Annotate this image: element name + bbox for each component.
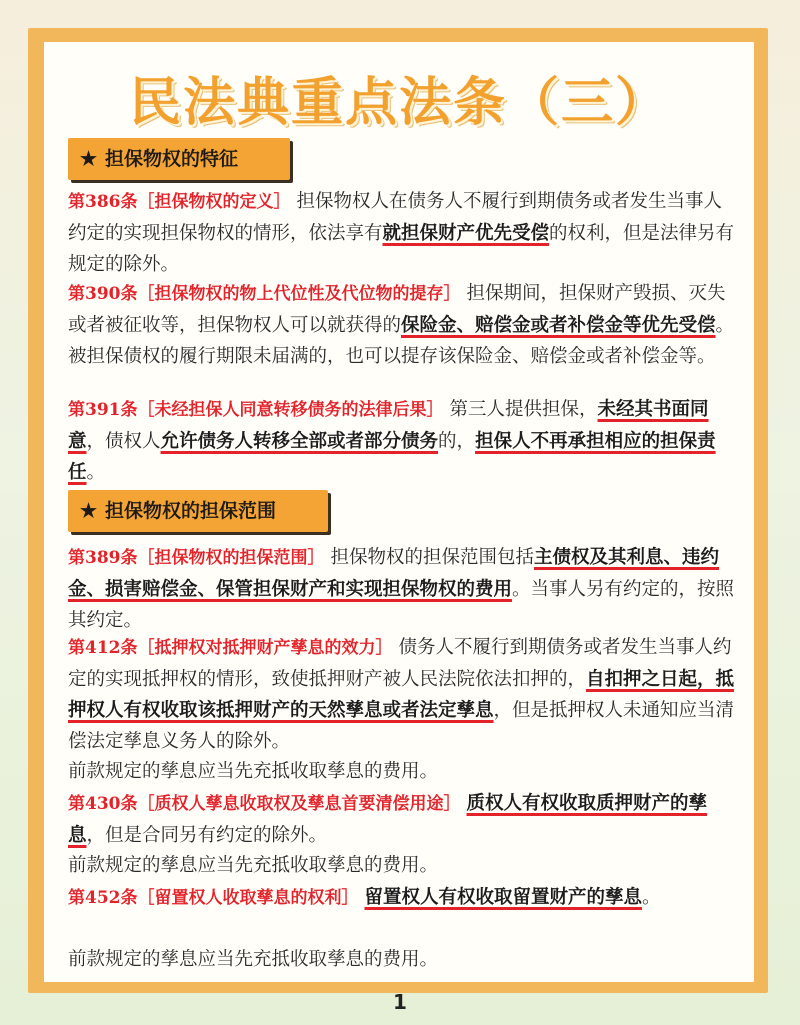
article-text: 担保物权的担保范围包括 xyxy=(330,547,535,568)
key-phrase: 担保人不再承担相应的担保责任 xyxy=(68,431,716,483)
article-text: 。被担保债权的履行期限未届满的，也可以提存该保险金、赔偿金或者补偿金等。 xyxy=(68,315,735,367)
page-title: 民法典重点法条（三） xyxy=(128,72,669,133)
article-text: ，但是抵押权人未通知应当清偿法定孳息义务人的除外。 xyxy=(68,700,735,752)
section-label: 担保物权的特征 xyxy=(105,148,239,170)
article-text: 。当事人另有约定的，按照其约定。 xyxy=(68,579,735,631)
article-430-para-2: 前款规定的孳息应当先充抵收取孳息的费用。 xyxy=(68,855,439,876)
content-card xyxy=(44,42,754,982)
article-412-para-2: 前款规定的孳息应当先充抵收取孳息的费用。 xyxy=(68,761,439,782)
article-heading: ［担保物权的担保范围］ xyxy=(137,548,325,568)
page-number: 1 xyxy=(393,990,407,1014)
key-phrase: 就担保财产优先受偿 xyxy=(382,223,550,244)
article-text: 的权利，但是法律另有规定的除外。 xyxy=(68,223,735,275)
article-heading: ［留置权人收取孳息的权利］ xyxy=(137,888,359,908)
article-391 xyxy=(68,394,740,488)
article-text: 担保物权人在债务人不履行到期债务或者发生当事人约定的实现担保物权的情形，依法享有 xyxy=(68,191,723,244)
key-phrase: 保险金、赔偿金或者补偿金等优先受偿 xyxy=(401,315,716,336)
article-452 xyxy=(68,882,740,914)
key-phrase: 主债权及其利息、违约金、损害赔偿金、保管担保财产和实现担保物权的费用 xyxy=(68,547,720,600)
article-412 xyxy=(68,632,740,757)
key-phrase: 留置权人有权收取留置财产的孳息 xyxy=(364,887,643,908)
article-text: 第三人提供担保， xyxy=(449,399,598,420)
article-heading: ［担保物权的物上代位性及代位物的提存］ xyxy=(137,284,461,304)
key-phrase: 自扣押之日起，抵押权人有权收取该抵押财产的天然孳息或者法定孳息 xyxy=(68,669,735,721)
article-text: 的， xyxy=(438,431,476,452)
article-number: 第452条 xyxy=(68,888,138,908)
article-text: 。 xyxy=(642,887,661,908)
key-phrase: 允许债务人转移全部或者部分债务 xyxy=(160,431,439,452)
article-heading: ［未经担保人同意转移债务的法律后果］ xyxy=(137,400,444,420)
article-text: ，债权人 xyxy=(86,431,161,452)
article-number: 第412条 xyxy=(68,638,138,658)
article-452-para-2: 前款规定的孳息应当先充抵收取孳息的费用。 xyxy=(68,949,439,970)
article-heading: ［质权人孳息收取权及孳息首要清偿用途］ xyxy=(137,794,461,814)
section-tag-scope xyxy=(68,490,328,532)
article-430 xyxy=(68,788,740,851)
star-icon: ★ xyxy=(80,148,98,170)
article-text: 。 xyxy=(86,462,106,483)
key-phrase: 质权人有权收取质押财产的孳息 xyxy=(68,793,708,846)
article-text: 债务人不履行到期债务或者发生当事人约定的实现抵押权的情形，致使抵押财产被人民法院依法扣押的， xyxy=(68,637,732,690)
article-number: 第389条 xyxy=(68,548,138,568)
article-heading: ［抵押权对抵押财产孳息的效力］ xyxy=(137,638,393,658)
article-heading: ［担保物权的定义］ xyxy=(137,192,291,212)
article-389 xyxy=(68,542,740,636)
key-phrase: 未经其书面同意 xyxy=(68,399,709,452)
section-label: 担保物权的担保范围 xyxy=(105,500,277,522)
article-text: 担保期间，担保财产毁损、灭失或者被征收等，担保物权人可以就获得的 xyxy=(68,283,726,336)
article-text: ，但是合同另有约定的除外。 xyxy=(86,825,328,846)
article-number: 第386条 xyxy=(68,192,138,212)
article-386 xyxy=(68,186,740,280)
article-number: 第390条 xyxy=(68,284,138,304)
article-390 xyxy=(68,278,740,372)
star-icon: ★ xyxy=(80,500,98,522)
section-tag-features xyxy=(68,138,290,180)
article-number: 第430条 xyxy=(68,794,138,814)
article-number: 第391条 xyxy=(68,400,138,420)
